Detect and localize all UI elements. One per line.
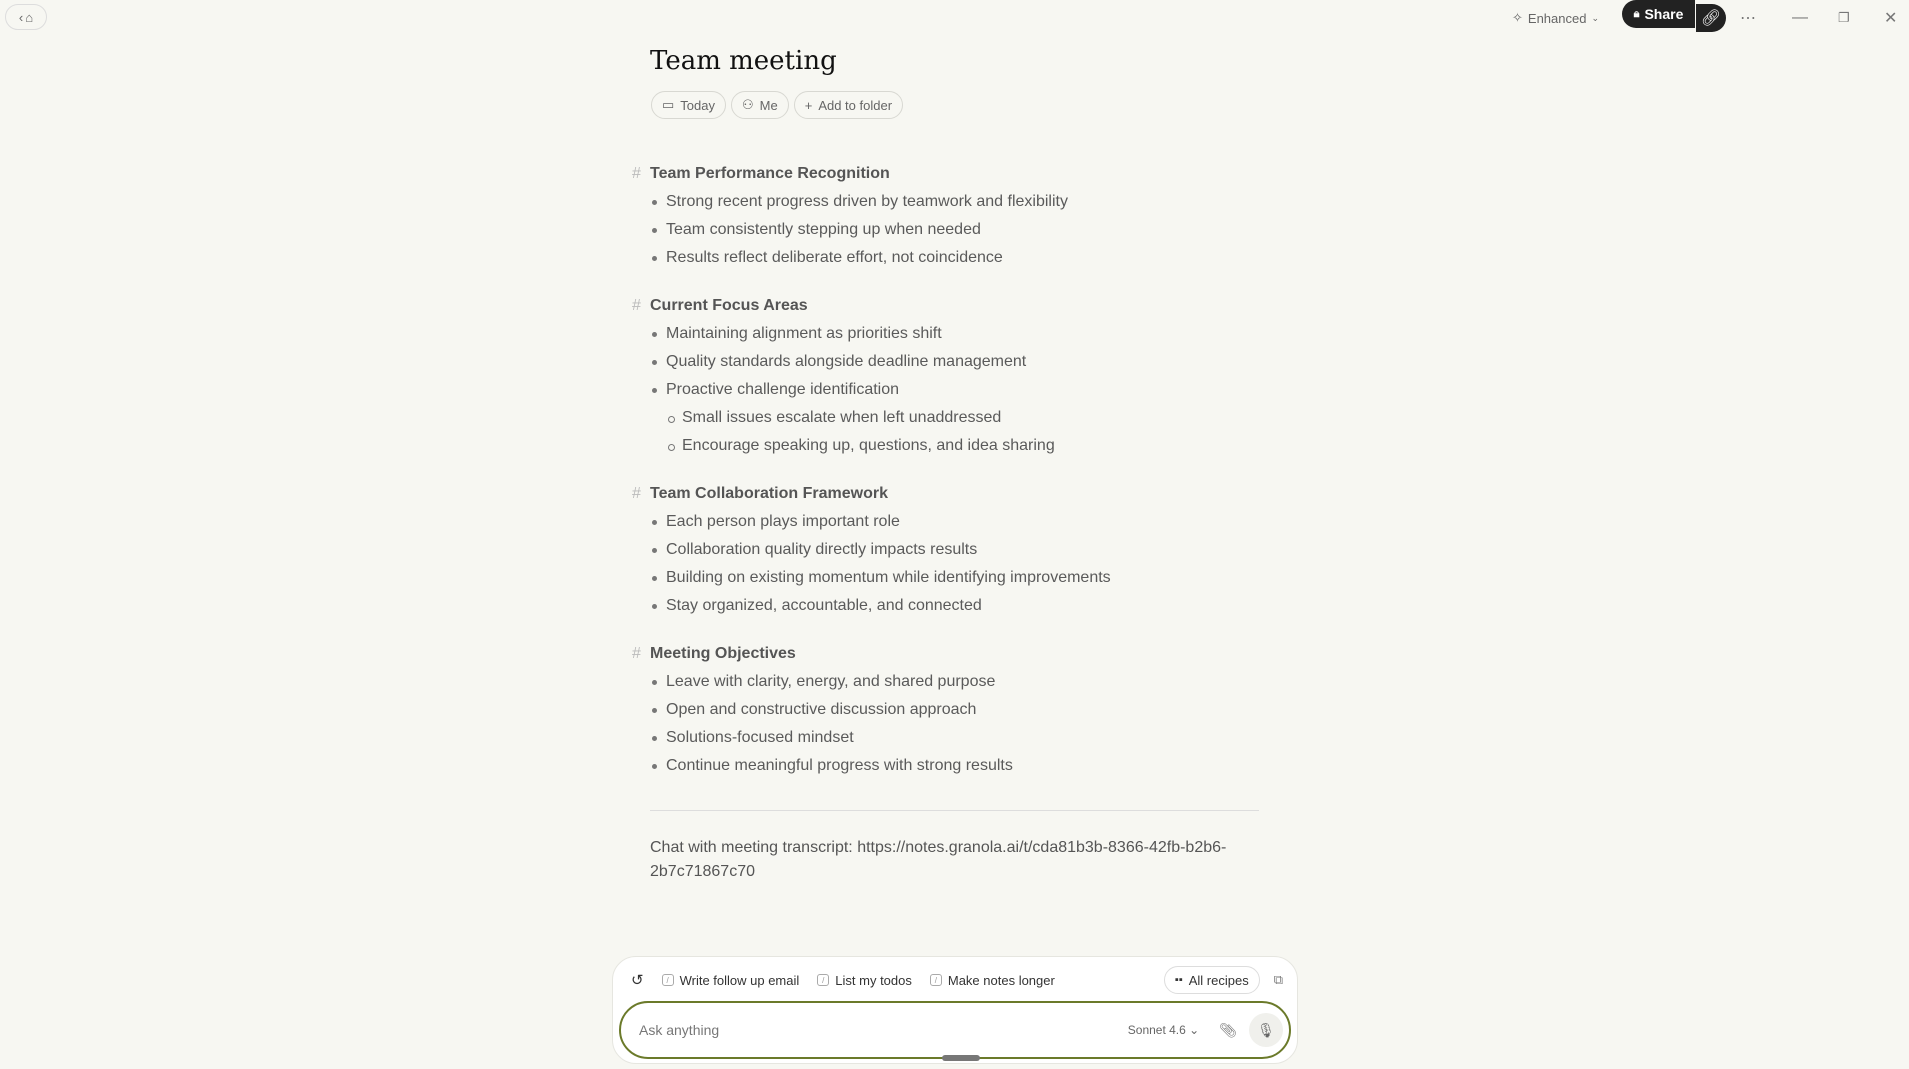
microphone-button[interactable]: [1249, 1013, 1283, 1047]
plus-icon: +: [804, 97, 813, 113]
section-heading[interactable]: [632, 160, 1270, 188]
section-heading[interactable]: [632, 480, 1270, 508]
people-icon: ⚇: [742, 97, 754, 112]
lock-icon: 🔒︎: [1633, 7, 1640, 20]
section-heading[interactable]: [632, 640, 1270, 668]
enhanced-dropdown[interactable]: [1512, 4, 1599, 32]
heading-hash-icon: #: [632, 165, 641, 182]
microphone-icon: 🎙︎: [1257, 1021, 1275, 1038]
share-button[interactable]: [1622, 0, 1695, 28]
heading-text: Current Focus Areas: [650, 297, 808, 314]
heading-text: Team Collaboration Framework: [650, 485, 888, 502]
paperclip-icon[interactable]: 📎︎: [1219, 1021, 1237, 1038]
add-to-folder-chip[interactable]: [794, 91, 903, 119]
chat-placeholder: Ask anything: [639, 1022, 720, 1038]
list-item[interactable]: Stay organized, accountable, and connected: [650, 592, 1270, 620]
home-button[interactable]: [5, 4, 47, 30]
calendar-icon: ▭: [662, 97, 675, 112]
slash-icon: /: [930, 974, 942, 986]
more-options-icon[interactable]: ⋯: [1740, 10, 1756, 27]
list-item[interactable]: Encourage speaking up, questions, and idea sharing: [650, 432, 1270, 460]
slash-icon: /: [817, 974, 829, 986]
list-item[interactable]: Team consistently stepping up when needed: [650, 216, 1270, 244]
recipe-bar: [627, 965, 1283, 995]
list-item[interactable]: Proactive challenge identification: [650, 376, 1270, 404]
recipe-write-follow-up-email[interactable]: [662, 973, 800, 988]
heading-hash-icon: #: [632, 485, 641, 502]
note-section: [632, 160, 1270, 272]
section-heading[interactable]: [632, 292, 1270, 320]
note-meta-chips: [651, 91, 903, 119]
sparkle-icon: ✧: [1512, 10, 1523, 25]
all-recipes-label: All recipes: [1188, 972, 1249, 988]
recipe-label: Write follow up email: [679, 972, 800, 988]
recipe-list-my-todos[interactable]: [817, 973, 912, 988]
recipe-label: List my todos: [835, 972, 912, 988]
recipe-label: Make notes longer: [947, 972, 1055, 988]
note-section: [632, 640, 1270, 780]
chat-input[interactable]: [619, 1001, 1291, 1059]
list-item[interactable]: Quality standards alongside deadline management: [650, 348, 1270, 376]
list-item[interactable]: Small issues escalate when left unaddressed: [650, 404, 1270, 432]
history-icon[interactable]: ↺: [631, 972, 644, 989]
list-item[interactable]: Leave with clarity, energy, and shared purpose: [650, 668, 1270, 696]
back-chevron-icon: ‹: [18, 9, 24, 25]
chip-label: Today: [680, 97, 715, 113]
bullet-list: [650, 508, 1270, 620]
model-label: Sonnet 4.6: [1127, 1023, 1186, 1037]
chat-panel: [612, 956, 1298, 1064]
close-icon[interactable]: ✕: [1884, 10, 1898, 27]
slash-icon: /: [662, 974, 674, 986]
date-chip[interactable]: [651, 91, 726, 119]
model-selector[interactable]: Sonnet 4.6 ⌄: [1127, 1023, 1200, 1037]
minimize-icon[interactable]: —: [1792, 9, 1808, 26]
note-body[interactable]: [632, 160, 1270, 800]
heading-text: Meeting Objectives: [650, 645, 796, 662]
note-section: [632, 292, 1270, 460]
list-item[interactable]: Open and constructive discussion approach: [650, 696, 1270, 724]
chip-label: Me: [759, 97, 778, 113]
list-item[interactable]: Maintaining alignment as priorities shift: [650, 320, 1270, 348]
transcript-link[interactable]: Chat with meeting transcript: https://notes.granola.ai/t/cda81b3b-8366-42fb-b2b6-2b7c71867c70: [650, 839, 1227, 880]
list-item[interactable]: Collaboration quality directly impacts results: [650, 536, 1270, 564]
list-item[interactable]: Each person plays important role: [650, 508, 1270, 536]
heading-hash-icon: #: [632, 645, 641, 662]
heading-text: Team Performance Recognition: [650, 165, 890, 182]
attendees-chip[interactable]: [731, 91, 789, 119]
enhanced-label: Enhanced: [1527, 10, 1587, 26]
divider: [650, 810, 1259, 811]
note-section: [632, 480, 1270, 620]
recipe-make-notes-longer[interactable]: [930, 973, 1055, 988]
copy-link-button[interactable]: [1696, 4, 1726, 32]
list-item[interactable]: Solutions-focused mindset: [650, 724, 1270, 752]
grid-icon: ▪▪: [1174, 974, 1183, 986]
heading-hash-icon: #: [632, 297, 641, 314]
list-item[interactable]: Continue meaningful progress with strong results: [650, 752, 1270, 780]
page-title[interactable]: Team meeting: [650, 46, 837, 76]
restore-icon[interactable]: ❐: [1838, 10, 1850, 25]
list-item[interactable]: Building on existing momentum while identifying improvements: [650, 564, 1270, 592]
bullet-list: [650, 188, 1270, 272]
share-label: Share: [1644, 6, 1684, 22]
chevron-down-icon: ⌄: [1591, 12, 1600, 23]
list-item[interactable]: Strong recent progress driven by teamwork and flexibility: [650, 188, 1270, 216]
home-icon: ⌂: [25, 9, 34, 25]
bullet-list: [650, 668, 1270, 780]
bullet-list: [650, 320, 1270, 460]
list-item[interactable]: Results reflect deliberate effort, not coincidence: [650, 244, 1270, 272]
all-recipes-button[interactable]: [1164, 966, 1260, 994]
resize-handle[interactable]: [942, 1055, 980, 1061]
chip-label: Add to folder: [818, 97, 893, 113]
popout-icon[interactable]: ⧉: [1273, 972, 1283, 987]
link-icon: 🔗︎: [1700, 10, 1722, 27]
